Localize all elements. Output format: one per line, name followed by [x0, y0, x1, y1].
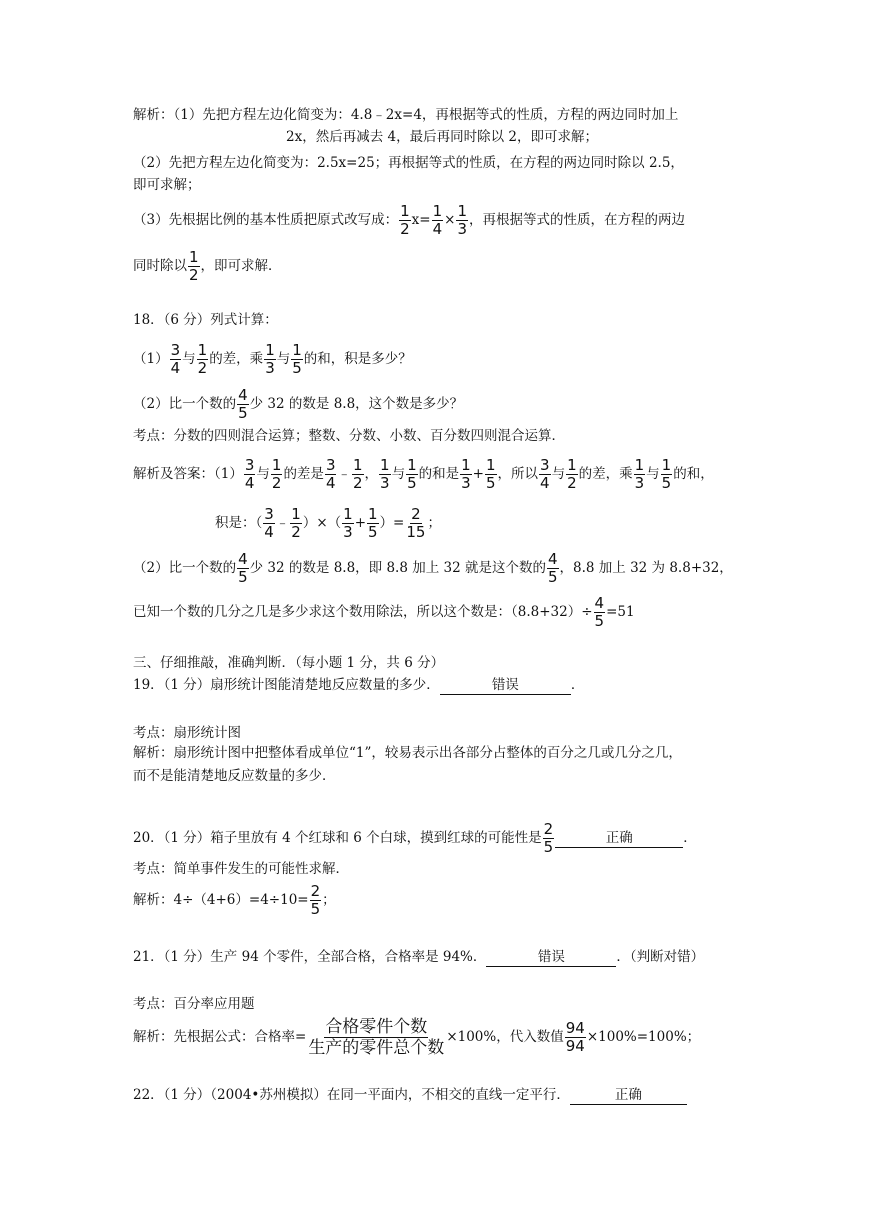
answer-blank: 正确	[555, 829, 683, 848]
q20-question: 20．（1 分）箱子里放有 4 个红球和 6 个白球，摸到红球的可能性是 $\frac{2}{5}$ 正确 ．	[133, 820, 697, 856]
fraction: $\frac{1}{2}$	[197, 341, 208, 377]
fraction: $\frac{1}{3}$	[265, 341, 275, 377]
q18-part1: （1） $\frac{3}{4}$ 与 $\frac{1}{2}$ 的差，乘 $\frac{1}{3}$ 与 $\frac{1}{5}$ 的和，积是多少？	[133, 341, 412, 377]
fraction: $\frac{1}{2}$	[352, 456, 363, 492]
fraction: $\frac{1}{4}$	[432, 202, 443, 238]
fraction: $\frac{1}{2}$	[189, 248, 199, 284]
fraction: $\frac{1}{5}$	[485, 456, 496, 492]
fraction: $\frac{1}{3}$	[634, 456, 645, 492]
q18-title: 18．（6 分）列式计算：	[133, 312, 278, 328]
fraction: $\frac{1}{3}$	[380, 456, 390, 492]
q18-product: 积是：（ $\frac{3}{4}$ ﹣ $\frac{1}{2}$ ）×（ $\frac{1}{3}$ + $\frac{1}{5}$ ）= $\frac{2}{15}$ ；	[215, 505, 441, 541]
fraction: $\frac{3}{4}$	[264, 505, 274, 541]
fraction: $\frac{2}{5}$	[310, 882, 321, 918]
fraction: $\frac{1}{3}$	[343, 505, 353, 541]
q19-question: 19．（1 分）扇形统计图能清楚地反应数量的多少． 错误 ．	[133, 677, 585, 693]
q20-analysis: 解析：4÷（4+6）=4÷10= $\frac{2}{5}$ ；	[133, 882, 336, 918]
q22-question: 22．（1 分）（2004•苏州模拟）在同一平面内，不相交的直线一定平行． 正确	[133, 1086, 687, 1105]
q20-kaodian: 考点：简单事件发生的可能性求解．	[133, 861, 349, 877]
fraction: $\frac{1}{3}$	[461, 456, 471, 492]
q18-answer-3: 已知一个数的几分之几是多少求这个数用除法，所以这个数是：（8.8+32）÷ $\frac{4}{5}$ =51	[133, 594, 635, 630]
fraction: $\frac{1}{2}$	[400, 202, 410, 238]
fraction: $\frac{4}{5}$	[238, 550, 248, 586]
fraction: $\frac{3}{4}$	[170, 341, 181, 377]
answer-blank: 正确	[570, 1086, 687, 1105]
fraction: $\frac{2}{15}$	[406, 505, 426, 541]
q17-analysis-2b: 即可求解；	[133, 177, 201, 193]
q17-analysis-1b: 2x，然后再减去 4，最后再同时除以 2，即可求解；	[286, 129, 598, 145]
fraction: $\frac{4}{5}$	[238, 386, 248, 422]
q18-answer-1: 解析及答案：（1） $\frac{3}{4}$ 与 $\frac{1}{2}$ 的差是 $\frac{3}{4}$ ﹣ $\frac{1}{2}$ ， $\frac{1}{3}$ 与 $\frac{1}{5}$ 的和是 $\frac{1}{3}$ + $\frac{1}{5}$ ，所以 $\frac{3}{4}$ 与 $\frac{1}{2}$ 的差，乘 $\frac{1}{3}$ 与 $\frac{1}{5}$ 的和，	[133, 456, 714, 492]
fraction: $\frac{3}{4}$	[325, 456, 336, 492]
fraction: $\frac{1}{2}$	[567, 456, 577, 492]
section3-title: 三、仔细推敲，准确判断．（每小题 1 分，共 6 分）	[133, 655, 445, 671]
fraction: $\frac{1}{5}$	[407, 456, 417, 492]
fraction: $\frac{1}{3}$	[457, 202, 467, 238]
q18-answer-2: （2）比一个数的 $\frac{4}{5}$ 少 32 的数是 8.8，即 8.8 加上 32 就是这个数的 $\frac{4}{5}$ ，8.8 加上 32 为 8.8+32，	[133, 550, 733, 586]
q21-question: 21．（1 分）生产 94 个零件，全部合格，合格率是 94%． 错误 ．（判断对错）	[133, 949, 705, 965]
fraction: $\frac{94}{94}$	[565, 1019, 585, 1055]
fraction: $\frac{1}{5}$	[661, 456, 672, 492]
fraction: $\frac{4}{5}$	[594, 594, 605, 630]
q21-analysis: 解析：先根据公式：合格率= $\frac{\text{合格零件个数}}{\text{生产的零件总个数}}$ ×100%，代入数值 $\frac{94}{94}$ ×100%=100%；	[133, 1017, 701, 1058]
fraction: $\frac{1}{2}$	[291, 505, 301, 541]
q19-analysis-b: 而不是能清楚地反应数量的多少．	[133, 768, 336, 784]
fraction: $\frac{1}{2}$	[271, 456, 282, 492]
q17-analysis-2a: （2）先把方程左边化简变为：2.5x=25；再根据等式的性质，在方程的两边同时除以 2.5，	[133, 155, 684, 171]
fraction: $\frac{4}{5}$	[547, 550, 558, 586]
fraction: $\frac{3}{4}$	[540, 456, 550, 492]
q21-kaodian: 考点：百分率应用题	[133, 996, 255, 1012]
q19-kaodian: 考点：扇形统计图	[133, 725, 241, 741]
fraction: $\frac{1}{5}$	[368, 505, 378, 541]
answer-blank: 错误	[486, 948, 616, 967]
q17-analysis-3b: 同时除以 $\frac{1}{2}$ ，即可求解．	[133, 248, 282, 284]
q19-analysis-a: 解析：扇形统计图中把整体看成单位“1”，较易表示出各部分占整体的百分之几或几分之几，	[133, 745, 682, 761]
q17-analysis-3: （3）先根据比例的基本性质把原式改写成： $\frac{1}{2}$ x= $\frac{1}{4}$ × $\frac{1}{3}$ ，再根据等式的性质，在方程的两边	[133, 202, 685, 238]
q18-part2: （2）比一个数的 $\frac{4}{5}$ 少 32 的数是 8.8，这个数是多少？	[133, 386, 464, 422]
q17-analysis-1a: 解析：（1）先把方程左边化简变为：4.8﹣2x=4，再根据等式的性质，方程的两边同时加上	[133, 107, 679, 123]
fraction: $\frac{2}{5}$	[543, 820, 554, 856]
q18-kaodian: 考点：分数的四则混合运算；整数、分数、小数、百分数四则混合运算．	[133, 428, 565, 444]
formula-fraction: $\frac{\text{合格零件个数}}{\text{生产的零件总个数}}$	[308, 1017, 445, 1058]
answer-blank: 错误	[440, 676, 571, 695]
fraction: $\frac{1}{5}$	[292, 341, 302, 377]
fraction: $\frac{3}{4}$	[244, 456, 255, 492]
